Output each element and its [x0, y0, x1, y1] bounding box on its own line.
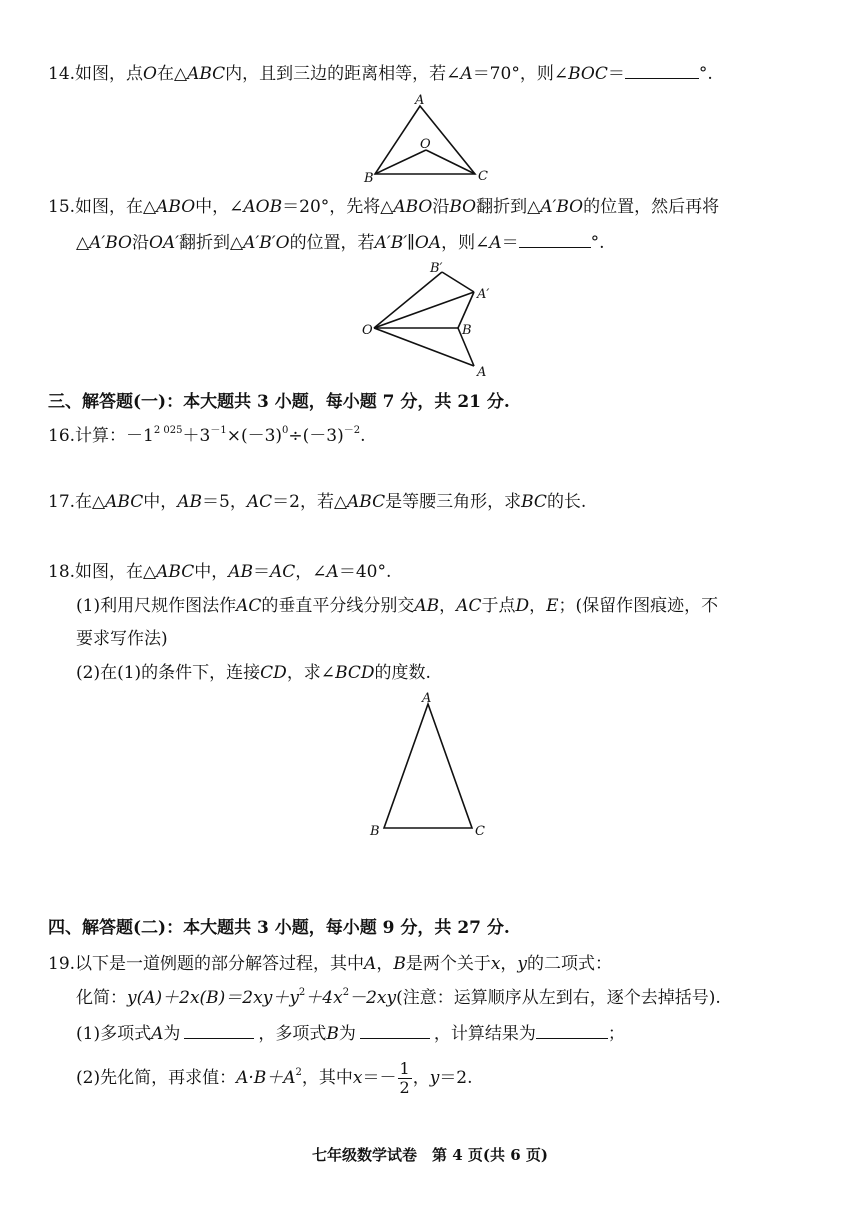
q19-part1: (1)多项式A为 ，多项式B为 ，计算结果为 ；	[76, 1020, 625, 1046]
label-B: B	[370, 824, 380, 839]
label-Bp: B′	[430, 261, 443, 276]
answer-blank-B[interactable]	[360, 1020, 430, 1039]
q18-text: 18.如图，在△ABC中，AB＝AC，∠A＝40°.	[48, 562, 392, 582]
q19-line1: 19.以下是一道例题的部分解答过程，其中A，B是两个关于x，y的二项式：	[48, 954, 613, 974]
answer-blank[interactable]	[625, 60, 699, 79]
label-C: C	[478, 169, 488, 184]
q15-line2: △A′BO沿OA′翻折到△A′B′O的位置，若A′B′∥OA，则∠A＝ °.	[76, 229, 605, 255]
label-O: O	[362, 323, 373, 338]
label-A: A	[477, 365, 487, 380]
q17-text: 17.在△ABC中，AB＝5，AC＝2，若△ABC是等腰三角形，求BC的长.	[48, 492, 587, 512]
label-Ap: A′	[477, 287, 490, 302]
answer-blank-result[interactable]	[536, 1020, 608, 1039]
q15-line1: 15.如图，在△ABO中，∠AOB＝20°，先将△ABO沿BO翻折到△A′BO的位置，然后再将	[48, 197, 720, 217]
q18-figure	[366, 690, 496, 840]
q14-figure	[360, 92, 500, 192]
section4-heading: 四、解答题(二)：本大题共 3 小题，每小题 9 分，共 27 分.	[48, 918, 510, 938]
q18-part2: (2)在(1)的条件下，连接CD，求∠BCD的度数.	[76, 663, 431, 683]
label-B: B	[364, 171, 374, 186]
page-footer: 七年级数学试卷 第 4 页(共 6 页)	[312, 1146, 548, 1164]
q14-text: 14.如图，点O在△ABC内，且到三边的距离相等，若∠A＝70°，则∠BOC＝ °.	[48, 60, 713, 86]
q18-part1-cont: 要求写作法)	[76, 629, 168, 649]
answer-blank-A[interactable]	[184, 1020, 254, 1039]
q15-figure	[360, 262, 510, 382]
q19-part2: (2)先化简，再求值：$A\cdot B+A^2$，其中x＝－ $\frac{1}{2}$ ，y＝2.	[76, 1059, 473, 1097]
label-A: A	[415, 93, 425, 108]
section3-heading: 三、解答题(一)：本大题共 3 小题，每小题 7 分，共 21 分.	[48, 392, 510, 412]
q19-line2: 化简：$y(A)+2x(B)=2xy+y^2+4x^2-2xy$(注意：运算顺序从左到右，逐个去掉括号).	[76, 987, 721, 1008]
label-C: C	[475, 824, 485, 839]
fraction: $\frac{1}{2}$	[399, 1059, 410, 1097]
q16-text: 16.计算：$-1^{2 025}+3^{-1}\times(-3)^0\div(-3)^{-2}$.	[48, 425, 366, 446]
label-A: A	[422, 691, 432, 706]
q18-part1: (1)利用尺规作图法作AC的垂直平分线分别交AB，AC于点D，E；(保留作图痕迹，不	[76, 596, 719, 616]
label-O: O	[420, 137, 431, 152]
label-B: B	[462, 323, 472, 338]
answer-blank[interactable]	[519, 229, 591, 248]
